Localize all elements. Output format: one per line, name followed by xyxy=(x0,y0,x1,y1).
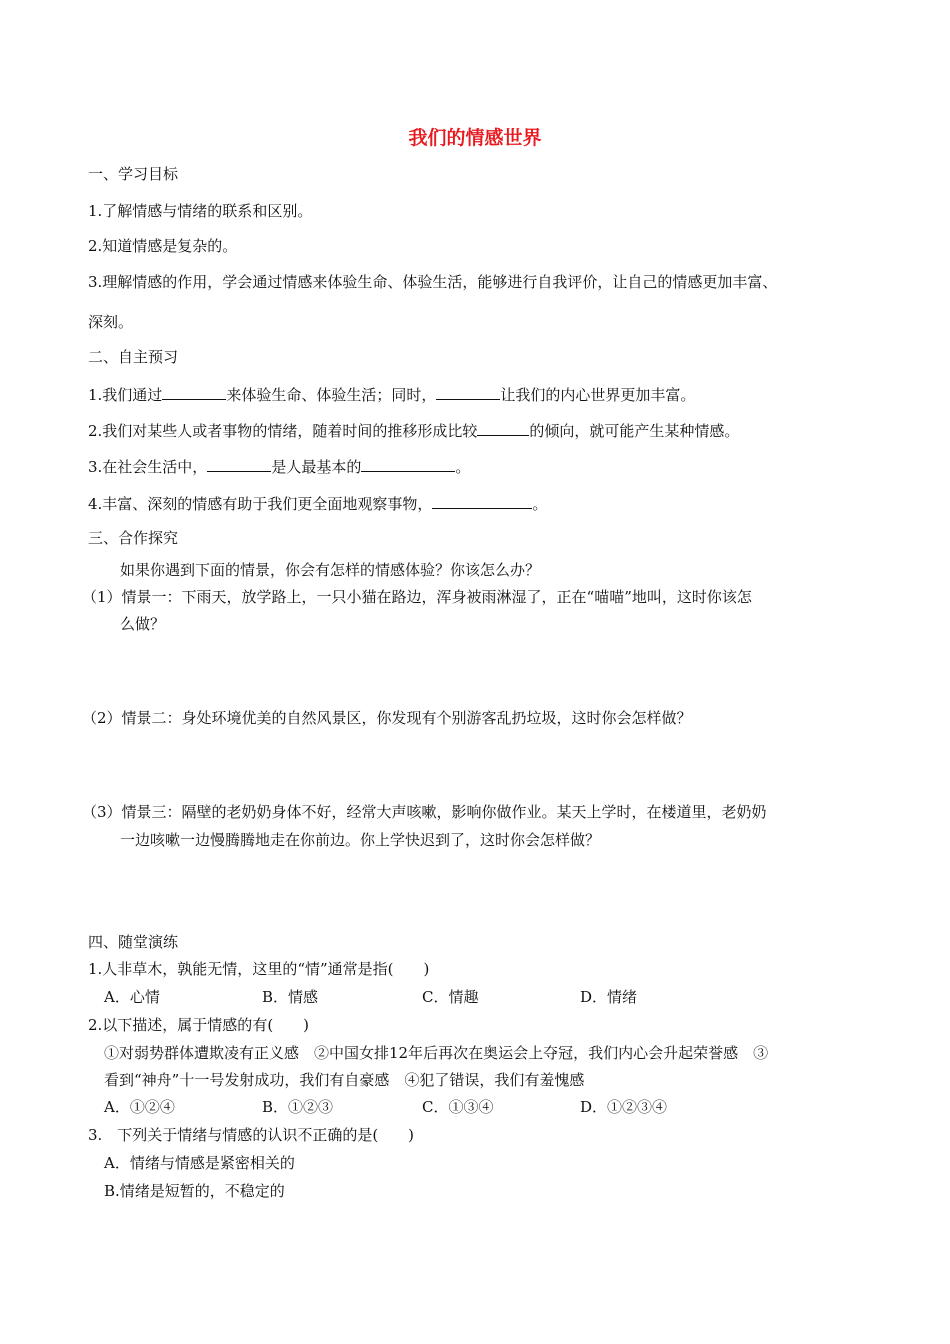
objective-item: 1.了解情感与情绪的联系和区别。 xyxy=(88,202,313,220)
scenario-3: （3）情景三：隔壁的老奶奶身体不好，经常大声咳嗽，影响你做作业。某天上学时，在楼道里，老奶奶 xyxy=(82,803,767,821)
scenario-1-continuation: 么做？ xyxy=(120,615,166,633)
section-heading-practice: 四、随堂演练 xyxy=(88,933,179,951)
answer-blank[interactable] xyxy=(432,493,532,509)
question-text: 。 xyxy=(532,495,548,513)
question-text: 3.在社会生活中， xyxy=(88,458,208,476)
preview-question-3 xyxy=(88,456,470,477)
practice-question-1: 1.人非草木，孰能无情，这里的“情”通常是指( ) xyxy=(88,960,430,978)
question-text: 1.我们通过 xyxy=(88,386,163,404)
scenario-1: （1）情景一：下雨天，放学路上，一只小猫在路边，浑身被雨淋湿了，正在“喵喵”地叫，这时你该怎 xyxy=(82,588,752,606)
answer-blank[interactable] xyxy=(477,420,529,436)
question-text: 的倾向，就可能产生某种情感。 xyxy=(529,422,740,440)
preview-question-1 xyxy=(88,384,695,405)
option-a[interactable]: A．心情 xyxy=(104,988,160,1006)
question-text: 4.丰富、深刻的情感有助于我们更全面地观察事物， xyxy=(88,495,433,513)
option-a[interactable]: A．①②④ xyxy=(104,1098,175,1116)
objective-item: 3.理解情感的作用，学会通过情感来体验生命、体验生活，能够进行自我评价，让自己的情感更加丰富、 xyxy=(88,273,778,291)
answer-blank[interactable] xyxy=(361,456,455,472)
answer-blank[interactable] xyxy=(207,456,271,472)
option-c[interactable]: C．情趣 xyxy=(422,988,479,1006)
option-a[interactable]: A．情绪与情感是紧密相关的 xyxy=(104,1154,295,1172)
question-text: 。 xyxy=(455,458,471,476)
option-d[interactable]: D．①②③④ xyxy=(580,1098,668,1116)
answer-blank[interactable] xyxy=(436,384,500,400)
option-c[interactable]: C．①③④ xyxy=(422,1098,494,1116)
section-heading-preview: 二、自主预习 xyxy=(88,348,179,366)
objective-item-continuation: 深刻。 xyxy=(88,313,134,331)
section-heading-inquiry: 三、合作探究 xyxy=(88,529,179,547)
preview-question-2 xyxy=(88,420,739,441)
practice-question-3: 3. 下列关于情绪与情感的认识不正确的是( ) xyxy=(88,1126,415,1144)
objective-item: 2.知道情感是复杂的。 xyxy=(88,237,238,255)
option-b[interactable]: B．①②③ xyxy=(262,1098,334,1116)
scenario-3-continuation: 一边咳嗽一边慢腾腾地走在你前边。你上学快迟到了，这时你会怎样做？ xyxy=(120,831,601,849)
question-text: 是人最基本的 xyxy=(271,458,362,476)
option-b[interactable]: B．情感 xyxy=(262,988,319,1006)
question-text: 让我们的内心世界更加丰富。 xyxy=(500,386,696,404)
page-title: 我们的情感世界 xyxy=(408,127,542,149)
scenario-2: （2）情景二：身处环境优美的自然风景区，你发现有个别游客乱扔垃圾，这时你会怎样做？ xyxy=(82,709,692,727)
preview-question-4 xyxy=(88,493,547,514)
question-text: 来体验生命、体验生活；同时， xyxy=(226,386,437,404)
section-heading-objectives: 一、学习目标 xyxy=(88,165,179,183)
practice-question-2-statements-continuation: 看到“神舟”十一号发射成功，我们有自豪感 ④犯了错误，我们有羞愧感 xyxy=(104,1071,585,1089)
practice-question-2-statements: ①对弱势群体遭欺凌有正义感 ②中国女排12年后再次在奥运会上夺冠，我们内心会升起荣誉感 ③ xyxy=(104,1044,769,1062)
option-d[interactable]: D．情绪 xyxy=(580,988,638,1006)
practice-question-2: 2.以下描述，属于情感的有( ) xyxy=(88,1016,310,1034)
option-b[interactable]: B.情绪是短暂的，不稳定的 xyxy=(104,1182,285,1200)
answer-blank[interactable] xyxy=(162,384,226,400)
question-text: 2.我们对某些人或者事物的情绪，随着时间的推移形成比较 xyxy=(88,422,478,440)
inquiry-intro: 如果你遇到下面的情景，你会有怎样的情感体验？你该怎么办？ xyxy=(120,561,541,579)
